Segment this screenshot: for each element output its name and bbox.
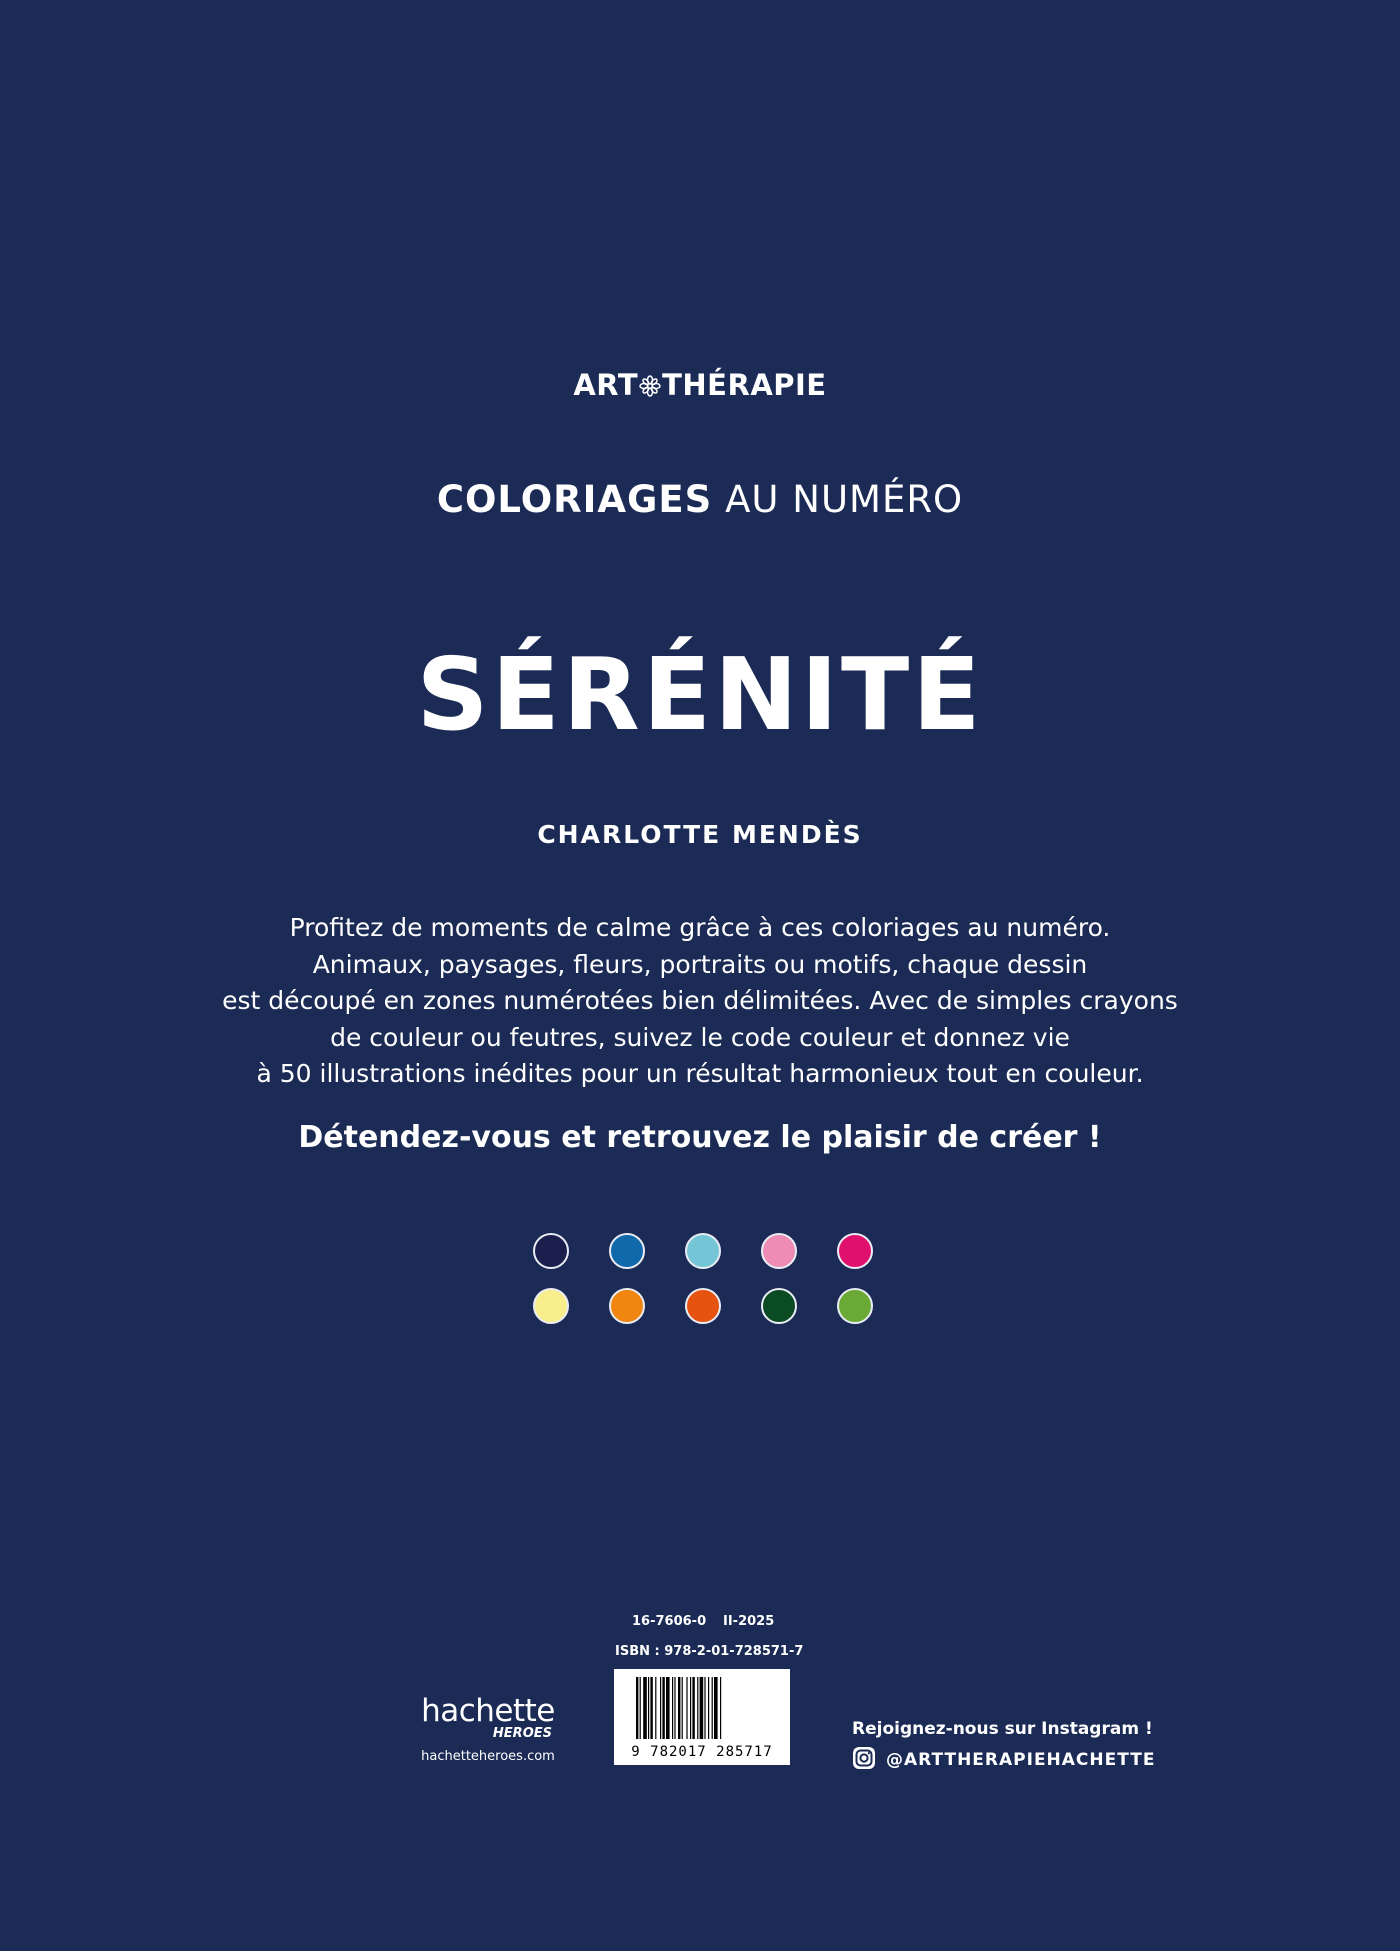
series-logo <box>0 368 1400 404</box>
author-name: CHARLOTTE MENDÈS <box>537 820 863 849</box>
instagram-handle: @ARTTHERAPIEHACHETTE <box>886 1750 1156 1770</box>
blurb <box>0 910 1400 1093</box>
tagline: Détendez-vous et retrouvez le plaisir de créer ! <box>298 1120 1102 1155</box>
instagram-title: Rejoignez-nous sur Instagram ! <box>852 1719 1153 1739</box>
color-dot <box>685 1233 721 1269</box>
publisher-name: hachette <box>421 1693 555 1729</box>
publisher-url: hachetteheroes.com <box>421 1749 555 1765</box>
blurb-line: est découpé en zones numérotées bien délimitées. Avec de simples crayons <box>222 986 1178 1015</box>
subtitle-light: AU NUMÉRO <box>725 478 964 521</box>
barcode-digits: 9 782017 285717 <box>631 1744 773 1760</box>
book-title: SÉRÉNITÉ <box>416 636 984 753</box>
color-dot <box>761 1233 797 1269</box>
instagram-row <box>852 1746 1155 1774</box>
ref-code: 16-7606-0 <box>632 1614 707 1629</box>
publisher-brand: HEROES <box>492 1726 552 1741</box>
color-dot <box>837 1288 873 1324</box>
color-dot <box>837 1233 873 1269</box>
blurb-line: Profitez de moments de calme grâce à ces coloriages au numéro. <box>289 913 1111 942</box>
blurb-line: à 50 illustrations inédites pour un résultat harmonieux tout en couleur. <box>256 1059 1144 1088</box>
blurb-line: de couleur ou feutres, suivez le code couleur et donnez vie <box>330 1022 1070 1052</box>
instagram-icon <box>852 1746 876 1774</box>
series-right: THÉRAPIE <box>662 368 827 402</box>
subtitle-bold: COLORIAGES <box>436 478 713 521</box>
color-dot <box>533 1288 569 1324</box>
color-dot <box>609 1288 645 1324</box>
date-code: II-2025 <box>723 1614 775 1629</box>
subtitle <box>0 478 1400 521</box>
isbn-text: ISBN : 978-2-01-728571-7 <box>615 1644 804 1659</box>
color-dot <box>761 1288 797 1324</box>
publisher-logo <box>418 1693 558 1765</box>
flower-icon <box>639 370 661 404</box>
barcode <box>614 1669 790 1765</box>
color-dot <box>533 1233 569 1269</box>
color-dot <box>609 1233 645 1269</box>
color-dot <box>685 1288 721 1324</box>
blurb-line: Animaux, paysages, fleurs, portraits ou motifs, chaque dessin <box>312 949 1088 979</box>
series-left: ART <box>573 368 639 402</box>
